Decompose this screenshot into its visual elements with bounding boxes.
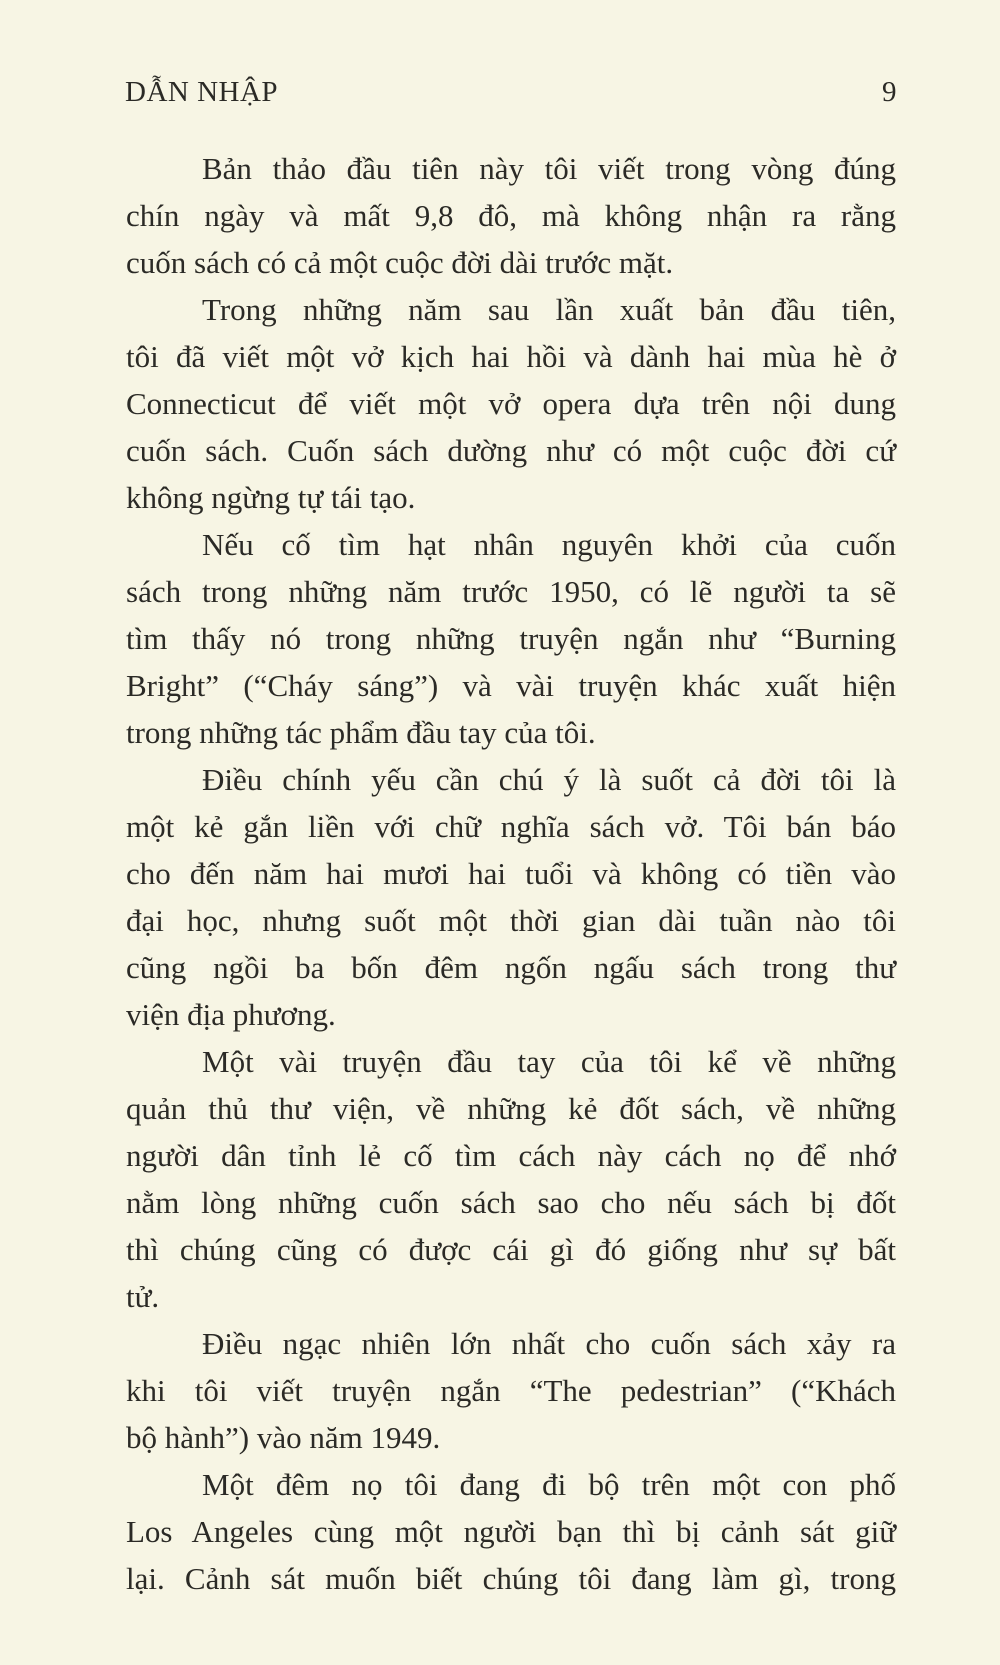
- text-line: bộ hành”) vào năm 1949.: [126, 1420, 441, 1455]
- text-line: Trong những năm sau lần xuất bản đầu tiên,: [202, 292, 896, 327]
- text-line: tử.: [126, 1279, 160, 1314]
- paragraph: [126, 1320, 896, 1461]
- text-line: tìm thấy nó trong những truyện ngắn như “Burning: [126, 621, 896, 656]
- text-line: Một đêm nọ tôi đang đi bộ trên một con phố: [202, 1467, 896, 1502]
- text-line: chín ngày và mất 9,8 đô, mà không nhận ra rằng: [126, 198, 896, 233]
- text-line: cũng ngồi ba bốn đêm ngốn ngấu sách trong thư: [126, 950, 896, 985]
- paragraph: [126, 1461, 896, 1602]
- text-line: cuốn sách có cả một cuộc đời dài trước mặt.: [126, 245, 674, 280]
- text-line: Một vài truyện đầu tay của tôi kể về những: [202, 1044, 896, 1079]
- chapter-title: DẪN NHẬP: [125, 76, 279, 108]
- page-body: [126, 145, 896, 1602]
- text-line: lại. Cảnh sát muốn biết chúng tôi đang làm gì, trong: [126, 1561, 896, 1596]
- text-line: viện địa phương.: [126, 997, 336, 1032]
- paragraph: [126, 521, 896, 756]
- paragraph: [126, 286, 896, 521]
- running-header: [125, 76, 897, 109]
- text-line: một kẻ gắn liền với chữ nghĩa sách vở. Tôi bán báo: [126, 809, 896, 844]
- text-line: tôi đã viết một vở kịch hai hồi và dành hai mùa hè ở: [126, 339, 896, 374]
- text-line: sách trong những năm trước 1950, có lẽ người ta sẽ: [126, 574, 896, 609]
- text-line: người dân tỉnh lẻ cố tìm cách này cách nọ để nhớ: [126, 1138, 896, 1173]
- text-line: Bright” (“Cháy sáng”) và vài truyện khác xuất hiện: [126, 668, 896, 703]
- text-line: khi tôi viết truyện ngắn “The pedestrian” (“Khách: [126, 1373, 896, 1408]
- text-line: nằm lòng những cuốn sách sao cho nếu sách bị đốt: [126, 1185, 896, 1220]
- page-number: 9: [882, 76, 897, 108]
- text-line: Nếu cố tìm hạt nhân nguyên khởi của cuốn: [202, 527, 896, 562]
- text-line: Điều ngạc nhiên lớn nhất cho cuốn sách xảy ra: [202, 1326, 896, 1361]
- text-line: quản thủ thư viện, về những kẻ đốt sách, về những: [126, 1091, 896, 1126]
- text-line: Bản thảo đầu tiên này tôi viết trong vòng đúng: [202, 151, 896, 186]
- text-line: trong những tác phẩm đầu tay của tôi.: [126, 715, 596, 750]
- text-line: cuốn sách. Cuốn sách dường như có một cuộc đời cứ: [126, 433, 896, 468]
- text-line: đại học, nhưng suốt một thời gian dài tuần nào tôi: [126, 903, 896, 938]
- text-line: Connecticut để viết một vở opera dựa trên nội dung: [126, 386, 896, 421]
- paragraph: [126, 145, 896, 286]
- text-line: thì chúng cũng có được cái gì đó giống như sự bất: [126, 1232, 896, 1267]
- paragraph: [126, 756, 896, 1038]
- text-line: cho đến năm hai mươi hai tuổi và không có tiền vào: [126, 856, 896, 891]
- text-line: không ngừng tự tái tạo.: [126, 480, 416, 515]
- paragraph: [126, 1038, 896, 1320]
- text-line: Los Angeles cùng một người bạn thì bị cảnh sát giữ: [126, 1514, 896, 1549]
- text-line: Điều chính yếu cần chú ý là suốt cả đời tôi là: [202, 762, 896, 797]
